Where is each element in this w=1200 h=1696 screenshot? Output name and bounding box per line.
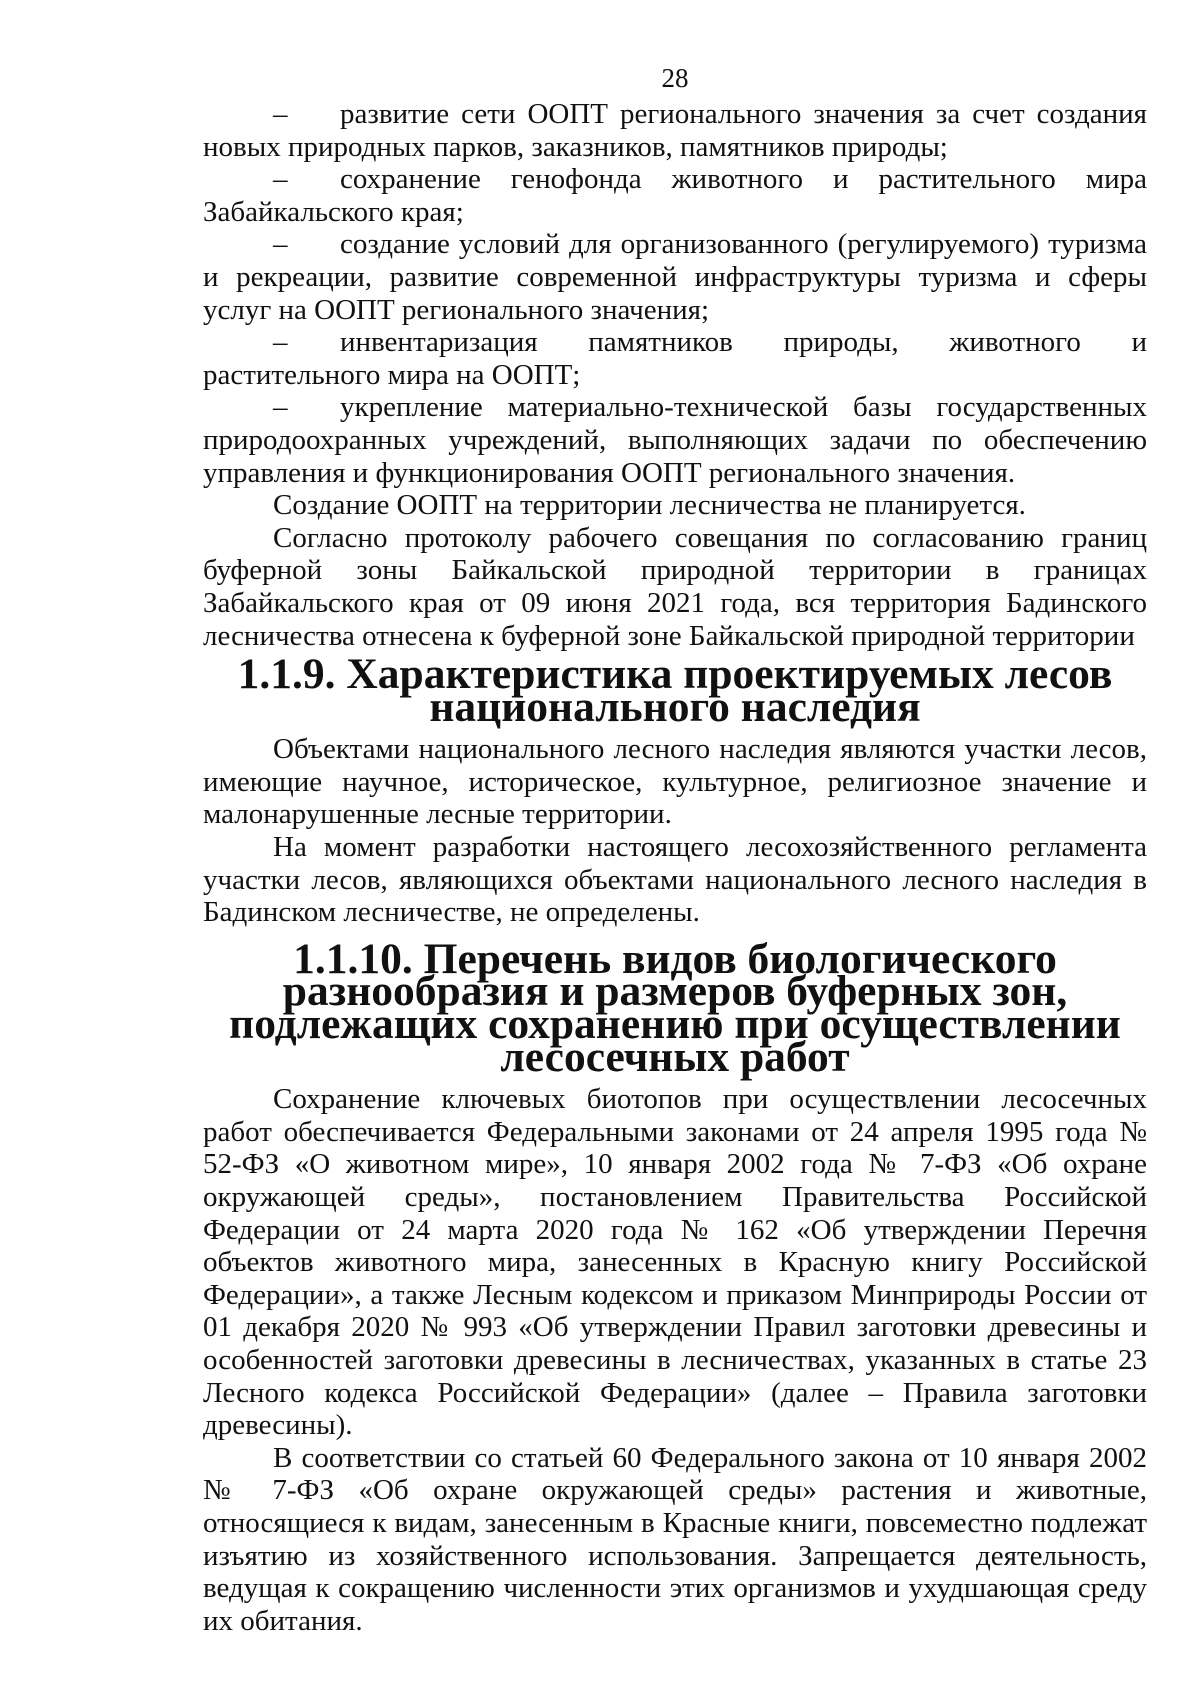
bullet-text: развитие сети ООПТ регионального значения за счет создания новых природных парков, заказников, памятников природы; [203,98,1147,163]
document-page [203,62,1147,1637]
paragraph-buffer-zone: Согласно протоколу рабочего совещания по согласованию границ буферной зоны Байкальской природной территории в границах Забайкальского края от 09 июня 2021 года, вся территория Бадинского лесничества отнесена к буферной зоне Байкальской природной территории [203,521,1147,652]
bullet-item-1 [203,98,1147,163]
paragraph-no-oopt: Создание ООПТ на территории лесничества не планируется. [273,489,1026,522]
bullet-dash: – [273,228,288,261]
bullet-item-3 [203,228,1147,326]
paragraph-not-defined: На момент разработки настоящего лесохозяйственного регламента участки лесов, являющихся объектами национального лесного наследия в Бадинском лесничестве, не определены. [203,831,1147,929]
bullet-dash: – [273,391,288,424]
bullet-item-5 [203,391,1147,489]
bullet-dash: – [273,98,288,130]
bullet-dash: – [273,326,288,359]
bullet-item-4 [203,326,1147,391]
bullet-text: создание условий для организованного (регулируемого) туризма и рекреации, развитие современной инфраструктуры туризма и сферы услуг на ООПТ регионального значения; [203,228,1147,326]
paragraph-national-heritage-objects: Объектами национального лесного наследия являются участки лесов, имеющие научное, историческое, культурное, религиозное значение и малонарушенные лесные территории. [203,733,1147,831]
bullet-item-2 [203,163,1147,228]
bullet-text: инвентаризация памятников природы, животного и растительного мира на ООПТ; [203,326,1147,391]
paragraph-biotopes: Сохранение ключевых биотопов при осуществлении лесосечных работ обеспечивается Федеральными законами от 24 апреля 1995 года № 52-ФЗ «О животном мире», 10 января 2002 года № 7-ФЗ «Об охране окружающей среды», постановлением Правительства Российской Федерации от 24 марта 2020 года № 162 «Об утверждении Перечня объектов животного мира, занесенных в Красную книгу Российской Федерации», а также Лесным кодексом и приказом Минприроды России от 01 декабря 2020 № 993 «Об утверждении Правил заготовки древесины и особенностей заготовки древесины в лесничествах, указанных в статье 23 Лесного кодекса Российской Федерации» (далее – Правила заготовки древесины). [203,1083,1147,1442]
page-number: 28 [661,63,689,93]
paragraph-article-60: В соответствии со статьей 60 Федерального закона от 10 января 2002 № 7-ФЗ «Об охране окружающей среды» растения и животные, относящиеся к видам, занесенным в Красные книги, повсеместно подлежат изъятию из хозяйственного использования. Запрещается деятельность, ведущая к сокращению численности этих организмов и ухудшающая среду их обитания. [203,1441,1147,1637]
bullet-dash: – [273,163,288,196]
bullet-text: сохранение генофонда животного и растительного мира Забайкальского края; [203,163,1147,228]
section-heading-1-1-9: 1.1.9. Характеристика проектируемых лесов национального наследия [237,650,1113,731]
bullet-text: укрепление материально-технической базы государственных природоохранных учреждений, выполняющих задачи по обеспечению управления и функционирования ООПТ регионального значения. [203,391,1147,489]
section-heading-1-1-10: 1.1.10. Перечень видов биологического разнообразия и размеров буферных зон, подлежащих сохранению при осуществлении лесосечных работ [229,934,1121,1081]
